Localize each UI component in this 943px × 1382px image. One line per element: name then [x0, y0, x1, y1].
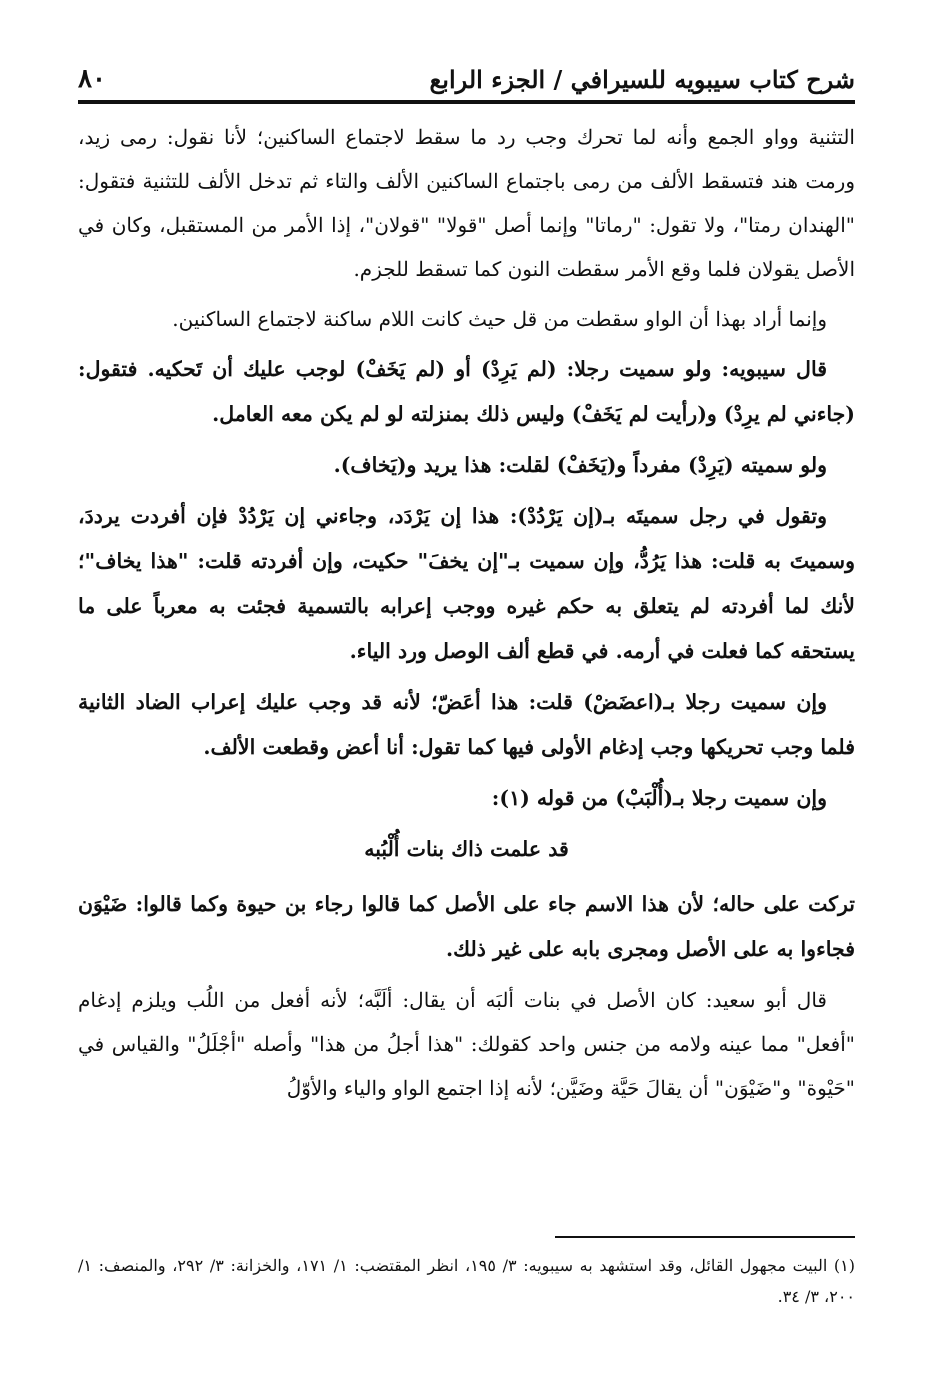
paragraph-5: وتقول في رجل سميتَه بـ(إن يَرْدُدْ): هذا إن يَرْدَد، وجاءني إن يَرْدُدْ فإن أفردت يرددَ، وسميتَ به قلت: هذا يَرُدُّ، وإن سميت بـ"إن يخفَ" حكيت، وإن أفردته قلت: "هذا يخاف"؛ لأنك لما أفردته لم يتعلق به حكم غيره ووجب إعرابه بالتسمية فجئت به معرباً على ما يستحقه كما فعلت في أرمه. في قطع ألف الوصل ورد الياء.	[78, 504, 855, 663]
page-number: ٨٠	[78, 64, 106, 94]
paragraph-3: قال سيبويه: ولو سميت رجلا: (لم يَرِدْ) أو (لم يَخَفْ) لوجب عليك أن تَحكيه. فتقول: (جاءني لم يرِدْ) و(رأيت لم يَخَفْ) وليس ذلك بمنزلته لو لم يكن معه العامل.	[78, 357, 855, 426]
paragraph-4: ولو سميته (يَرِدْ) مفرداً و(يَخَفْ) لقلت: هذا يريد و(يَخاف).	[333, 453, 827, 477]
paragraph-1: التثنية وواو الجمع وأنه لما تحرك وجب رد ما سقط لاجتماع الساكنين؛ لأنا نقول: رمى زيد، ورمت هند فتسقط الألف من رمى باجتماع الساكنين الألف والتاء ثم تدخل الألف للتثنية فتقول: "الهندان رمتا"، ولا تقول: "رماتا" وإنما أصل "قولا" "قولان"، إذا الأمر من المستقبل، وكان في الأصل يقولان فلما وقع الأمر سقطت النون كما تسقط للجزم.	[78, 125, 855, 281]
paragraph-9: قال أبو سعيد: كان الأصل في بنات ألبَه أن يقال: ألَبَّه؛ لأنه أفعل من اللُب ويلزم إدغام "أفعل" مما عينه ولامه من جنس واحد كقولك: "هذا أجلُ من هذا" وأصله "أجْلَلُ" والقياس في "حَيْوة" و"ضَيْوَن" أن يقالَ حَيَّة وضَيَّن؛ لأنه إذا اجتمع الواو والياء والأوّلُ	[78, 988, 855, 1100]
paragraph-2: وإنما أراد بهذا أن الواو سقطت من قل حيث كانت اللام ساكنة لاجتماع الساكنين.	[172, 307, 827, 331]
verse-line: قد علمت ذاك بنات أُلْبُبه	[364, 837, 569, 861]
main-text	[78, 115, 855, 1116]
running-header	[78, 58, 855, 104]
paragraph-8: تركت على حاله؛ لأن هذا الاسم جاء على الأصل كما قالوا رجاء بن حيوة وكما قالوا: ضَيْوَن فجاءوا به على الأصل ومجرى بابه على غير ذلك.	[78, 892, 855, 961]
paragraph-7: وإن سميت رجلا بـ(أُلْبَبْ) من قوله (١):	[491, 786, 827, 810]
footnote-separator	[555, 1236, 855, 1238]
paragraph-6: وإن سميت رجلا بـ(اعضَضْ) قلت: هذا أعَضّ؛ لأنه قد وجب عليك إعراب الضاد الثانية فلما وجب تحريكها وجب إدغام الأولى فيها كما تقول: أنا أعض وقطعت الألف.	[78, 690, 855, 759]
footnote: (١) البيت مجهول القائل، وقد استشهد به سيبويه: ٣/ ١٩٥، انظر المقتضب: ١/ ١٧١، والخزانة: ٣/ ٢٩٢، والمنصف: ١/ ٢٠٠، ٣/ ٣٤.	[78, 1256, 856, 1306]
running-title: شرح كتاب سيبويه للسيرافي / الجزء الرابع	[429, 64, 855, 94]
